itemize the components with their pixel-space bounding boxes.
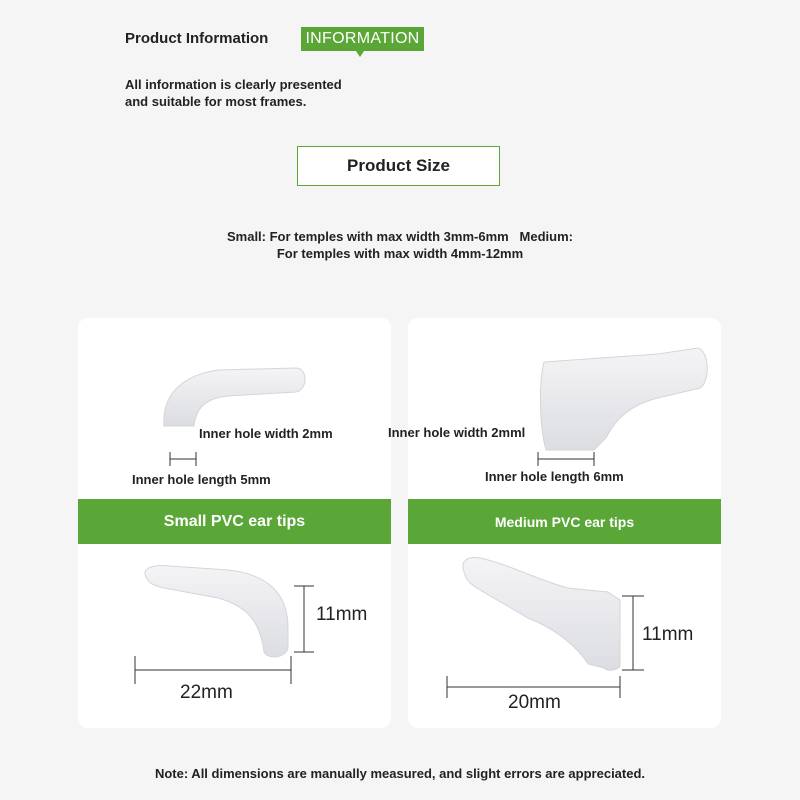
medium-length-dimension: 20mm <box>508 692 561 713</box>
small-inner-hole-length-label: Inner hole length 5mm <box>132 472 271 487</box>
small-ear-tip-bottom-image <box>145 566 288 657</box>
description-line-2: and suitable for most frames. <box>125 94 307 109</box>
badge-pointer-icon <box>356 51 364 57</box>
small-inner-hole-width-label: Inner hole width 2mm <box>199 426 333 441</box>
small-length-dimension: 22mm <box>180 682 233 703</box>
product-size-heading: Product Size <box>297 146 500 186</box>
information-badge: INFORMATION <box>301 27 424 51</box>
measurement-note: Note: All dimensions are manually measured, and slight errors are appreciated. <box>154 766 646 781</box>
medium-inner-hole-width-label: Inner hole width 2mml <box>388 425 526 440</box>
product-size-description <box>190 228 610 262</box>
medium-pvc-ear-tips-band: Medium PVC ear tips <box>408 499 721 544</box>
description-line-1: All information is clearly presented <box>125 77 342 92</box>
medium-ear-tip-bottom-image <box>463 558 620 671</box>
size-description-line-1: Small: For temples with max width 3mm-6mm Medium: <box>226 229 573 244</box>
medium-ear-tip-top-image <box>540 348 707 450</box>
small-pvc-ear-tips-band: Small PVC ear tips <box>78 499 391 544</box>
small-ear-tips-card <box>78 318 391 728</box>
size-description-line-2: For temples with max width 4mm-12mm <box>276 246 524 261</box>
small-ear-tip-top-image <box>164 368 305 426</box>
medium-height-dimension: 11mm <box>642 624 694 645</box>
product-information-title: Product Information <box>125 30 269 47</box>
information-description <box>125 76 342 110</box>
medium-inner-hole-length-label: Inner hole length 6mm <box>485 469 624 484</box>
medium-ear-tips-card <box>388 318 721 728</box>
small-height-dimension: 11mm <box>316 604 368 625</box>
